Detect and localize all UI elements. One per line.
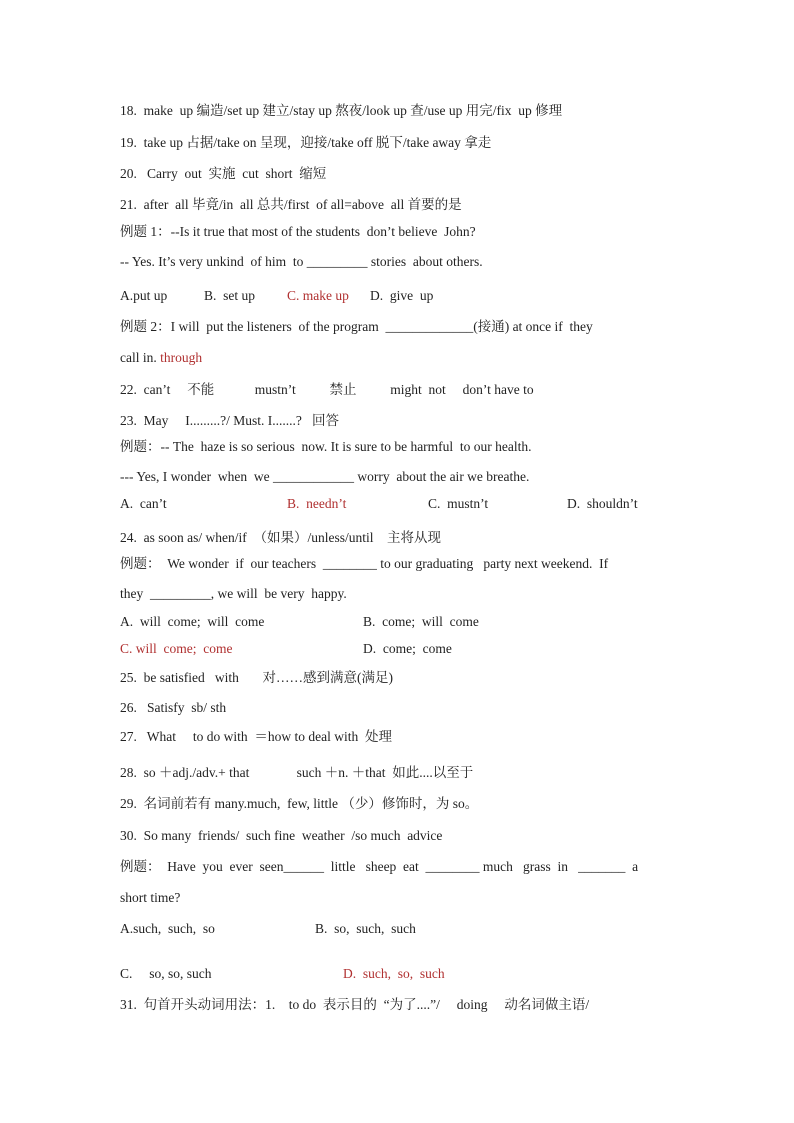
item-20: 20. Carry out 实施 cut short 缩短 — [120, 166, 327, 181]
example-3-option-a: A. can’t — [120, 496, 167, 511]
item-21: 21. after all 毕竟/in all 总共/first of all=above all 首要的是 — [120, 197, 462, 212]
example-5-continuation: short time? — [120, 890, 181, 905]
example-1-question: 例题 1：--Is it true that most of the students don’t believe John? — [120, 224, 476, 239]
example-1-option-c-answer: C. make up — [287, 288, 349, 303]
example-4-option-b: B. come; will come — [363, 614, 479, 629]
example-2-continuation — [120, 349, 202, 367]
example-4-response: they _________, we will be very happy. — [120, 586, 347, 601]
example-1-response: -- Yes. It’s very unkind of him to _________ stories about others. — [120, 254, 483, 269]
example-3-response: --- Yes, I wonder when we ____________ worry about the air we breathe. — [120, 469, 530, 484]
example-2-answer: through — [160, 350, 203, 365]
example-4-option-a: A. will come; will come — [120, 614, 265, 629]
example-5-question: 例题： Have you ever seen______ little sheep eat ________ much grass in _______ a — [120, 859, 639, 874]
example-4-option-c-answer: C. will come; come — [120, 641, 233, 656]
example-2-question: 例题 2：I will put the listeners of the program _____________(接通) at once if they — [120, 319, 593, 334]
item-24: 24. as soon as/ when/if （如果）/unless/until 主将从现 — [120, 530, 441, 545]
example-5-option-c: C. so, so, such — [120, 966, 212, 981]
example-3-option-b-answer: B. needn’t — [287, 496, 347, 511]
item-19: 19. take up 占据/take on 呈现，迎接/take off 脱下/take away 拿走 — [120, 135, 492, 150]
example-4-option-d: D. come; come — [363, 641, 452, 656]
example-3-option-c: C. mustn’t — [428, 496, 489, 511]
example-5-option-a: A.such, such, so — [120, 921, 215, 936]
item-27: 27. What to do with ＝how to deal with 处理 — [120, 729, 392, 744]
item-18: 18. make up 编造/set up 建立/stay up 熬夜/look up 查/use up 用完/fix up 修理 — [120, 103, 563, 118]
item-29: 29. 名词前若有 many.much, few, little （少）修饰时，为 so。 — [120, 796, 479, 811]
item-30: 30. So many friends/ such fine weather /so much advice — [120, 828, 443, 843]
item-28: 28. so ＋adj./adv.+ that such ＋n. ＋that 如此....以至于 — [120, 765, 474, 780]
example-1-option-d: D. give up — [370, 288, 434, 303]
item-23: 23. May I.........?/ Must. I.......? 回答 — [120, 413, 339, 428]
example-5-option-b: B. so, such, such — [315, 921, 416, 936]
example-4-question: 例题： We wonder if our teachers ________ to our graduating party next weekend. If — [120, 556, 609, 571]
example-2-text: call in. — [120, 350, 157, 365]
example-1-option-a: A.put up — [120, 288, 168, 303]
item-31: 31. 句首开头动词用法：1. to do 表示目的 “为了....”/ doing 动名词做主语/ — [120, 997, 590, 1012]
item-25: 25. be satisfied with 对……感到满意(满足) — [120, 670, 393, 685]
example-3-option-d: D. shouldn’t — [567, 496, 638, 511]
item-22: 22. can’t 不能 mustn’t 禁止 might not don’t have to — [120, 382, 534, 397]
example-5-option-d-answer: D. such, so, such — [343, 966, 445, 981]
example-3-question: 例题：-- The haze is so serious now. It is sure to be harmful to our health. — [120, 439, 532, 454]
example-1-option-b: B. set up — [204, 288, 256, 303]
item-26: 26. Satisfy sb/ sth — [120, 700, 227, 715]
